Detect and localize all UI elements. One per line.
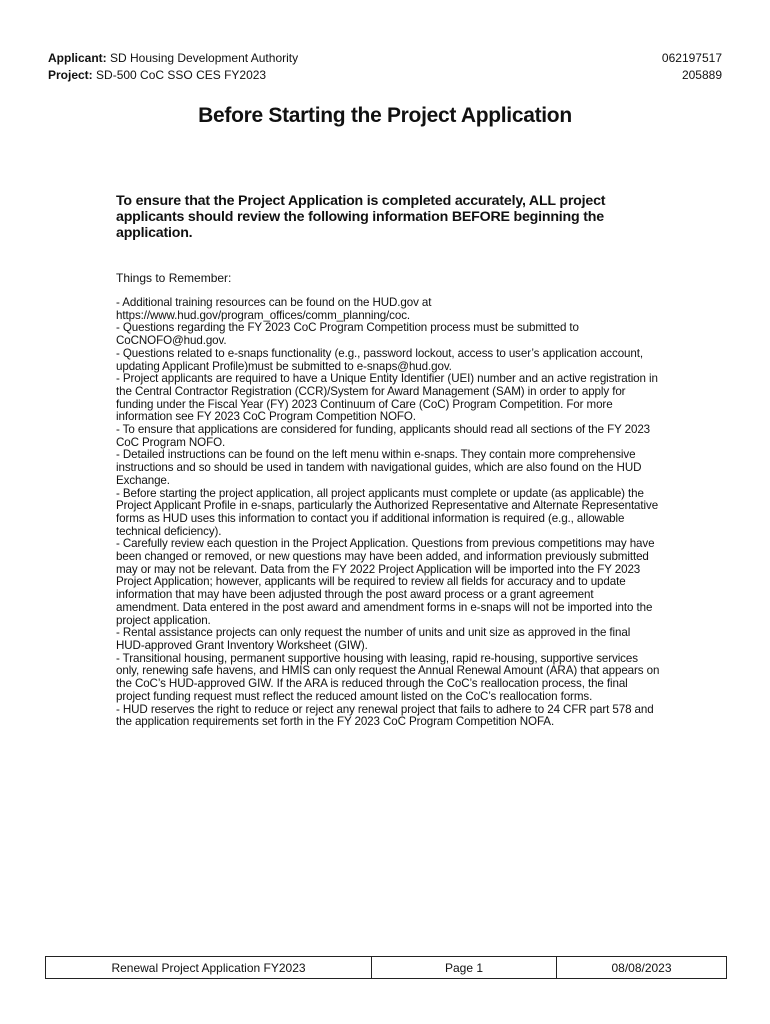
applicant-info xyxy=(48,50,298,67)
list-item: - Project applicants are required to have a Unique Entity Identifier (UEI) number and an active registration in the Central Contractor Registration (CCR)/System for Award Management (SAM) in order to apply for funding under the Fiscal Year (FY) 2023 Continuum of Care (CoC) Program Competition. For more information see FY 2023 CoC Program Competition NOFO. xyxy=(116,372,658,424)
page-title: Before Starting the Project Application xyxy=(198,104,572,127)
project-row xyxy=(48,67,722,84)
applicant-value: SD Housing Development Authority xyxy=(110,51,299,65)
page-header xyxy=(48,50,722,84)
applicant-label: Applicant: xyxy=(48,51,107,65)
list-item: - Questions regarding the FY 2023 CoC Program Competition process must be submitted to CoCNOFO@hud.gov. xyxy=(116,321,579,348)
footer-form-name: Renewal Project Application FY2023 xyxy=(46,957,372,978)
list-item: - Rental assistance projects can only request the number of units and unit size as approved in the final HUD-approved Grant Inventory Worksheet (GIW). xyxy=(116,626,631,652)
list-item: - Additional training resources can be found on the HUD.gov at https://www.hud.gov/program_offices/comm_planning/coc. xyxy=(116,296,432,322)
project-value: SD-500 CoC SSO CES FY2023 xyxy=(96,68,267,82)
project-info xyxy=(48,67,266,84)
list-item: - Transitional housing, permanent supportive housing with leasing, rapid re-housing, supportive services only, renewing safe havens, and HMIS can only request the Annual Renewal Amount (ARA) that appears on the CoC’s HUD-approved GIW. If the ARA is reduced through the CoC’s reallocation process, the final project funding request must reflect the reduced amount listed on the CoC’s reallocation forms. xyxy=(116,651,660,703)
applicant-row xyxy=(48,50,722,67)
list-item: - Carefully review each question in the Project Application. Questions from previous competitions may have been changed or removed, or new questions may have been added, and information previously submitted may or may not be relevant. Data from the FY 2022 Project Application will be imported into the FY 2023 Project Application; however, applicants will be required to review all fields for accuracy and to update information that may have been adjusted through the post award process or a grant agreement amendment. Data entered in the post award and amendment forms in e-snaps will not be imported into the project application. xyxy=(116,537,655,627)
list-item: - Detailed instructions can be found on the left menu within e-snaps. They contain more comprehensive instructions and so should be used in tandem with navigational guides, which are also found on the HUD Exchange. xyxy=(116,448,642,487)
list-item: - To ensure that applications are considered for funding, applicants should read all sections of the FY 2023 CoC Program NOFO. xyxy=(116,423,651,449)
things-to-remember-heading: Things to Remember: xyxy=(116,271,232,285)
project-label: Project: xyxy=(48,68,93,82)
page-footer xyxy=(45,956,727,979)
list-item: - Before starting the project application, all project applicants must complete or update (as applicable) the Project Applicant Profile in e-snaps, particularly the Authorized Representative and Alternate Representative forms as HUD uses this information to contact you if additional information is required (e.g., allowable technical deficiency). xyxy=(116,486,659,538)
things-to-remember-list xyxy=(116,297,660,729)
footer-date: 08/08/2023 xyxy=(611,960,672,975)
list-item: - Questions related to e-snaps functionality (e.g., password lockout, access to user’s application account, updating Applicant Profile)must be submitted to e-snaps@hud.gov. xyxy=(116,346,643,373)
intro-text: To ensure that the Project Application is completed accurately, ALL project applicants should review the following information BEFORE beginning the application. xyxy=(116,193,606,241)
list-item: - HUD reserves the right to reduce or reject any renewal project that fails to adhere to 24 CFR part 578 and the application requirements set forth in the FY 2023 CoC Program Competition NOFA. xyxy=(116,702,654,729)
project-id: 205889 xyxy=(681,68,722,82)
footer-page-number: Page 1 xyxy=(372,957,557,978)
applicant-id: 062197517 xyxy=(661,51,722,65)
